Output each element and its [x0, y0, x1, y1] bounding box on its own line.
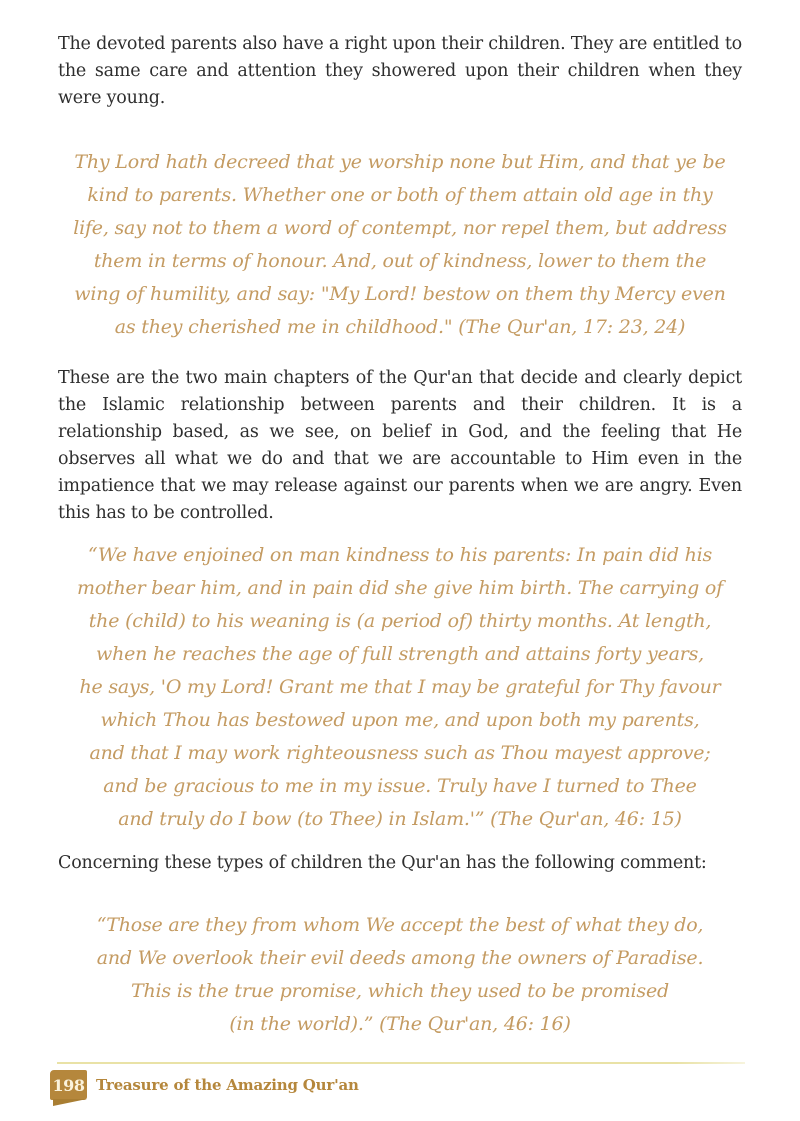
quote-line: kind to parents. Whether one or both of them attain old age in thy — [87, 184, 713, 206]
footer-divider — [57, 1062, 745, 1064]
paragraph-parents-right: The devoted parents also have a right upon their children. They are entitled to the same care and attention they showered upon their children when they were young. — [58, 34, 742, 108]
quote-line: wing of humility, and say: "My Lord! bestow on them thy Mercy even — [74, 283, 726, 305]
quote-line: which Thou has bestowed upon me, and upon both my parents, — [100, 709, 700, 731]
quote-line: he says, 'O my Lord! Grant me that I may be grateful for Thy favour — [79, 676, 721, 698]
quote-line: “We have enjoined on man kindness to his parents: In pain did his — [87, 544, 713, 566]
quran-quote-46-16 — [58, 909, 742, 1041]
quote-line: and We overlook their evil deeds among the owners of Paradise. — [96, 947, 704, 969]
quote-line: mother bear him, and in pain did she give him birth. The carrying of — [77, 577, 723, 599]
quran-quote-46-15 — [58, 539, 742, 836]
quote-line: as they cherished me in childhood." (The Qur'an, 17: 23, 24) — [114, 316, 686, 338]
quote-line: This is the true promise, which they used to be promised — [130, 980, 669, 1002]
quote-line: and be gracious to me in my issue. Truly have I turned to Thee — [103, 775, 697, 797]
page-content — [58, 31, 742, 1041]
quote-line: Thy Lord hath decreed that ye worship none but Him, and that ye be — [74, 151, 726, 173]
quote-line: (in the world).” (The Qur'an, 46: 16) — [229, 1013, 571, 1035]
quote-line: life, say not to them a word of contempt, nor repel them, but address — [73, 217, 727, 239]
quote-line: the (child) to his weaning is (a period of) thirty months. At length, — [88, 610, 712, 632]
footer-row — [50, 1070, 359, 1100]
page-number-badge — [50, 1070, 87, 1100]
quote-line: and that I may work righteousness such as Thou mayest approve; — [89, 742, 711, 764]
book-title: Treasure of the Amazing Qur'an — [96, 1076, 359, 1094]
quote-line: and truly do I bow (to Thee) in Islam.'” (The Qur'an, 46: 15) — [118, 808, 682, 830]
page-number: 198 — [52, 1075, 85, 1095]
paragraph-two-main-chapters: These are the two main chapters of the Qur'an that decide and clearly depict the Islamic relationship between parents and their children. It is a relationship based, as we see, on belief in God, and the feeling that He observes all what we do and that we are accountable to Him even in the impatience that we may release against our parents when we are angry. Even this has to be controlled. — [58, 368, 742, 523]
quote-line: “Those are they from whom We accept the best of what they do, — [96, 914, 704, 936]
quote-line: when he reaches the age of full strength and attains forty years, — [96, 643, 704, 665]
quran-quote-17-23-24 — [58, 146, 742, 344]
quote-line: them in terms of honour. And, out of kindness, lower to them the — [93, 250, 707, 272]
paragraph-concerning-children: Concerning these types of children the Qur'an has the following comment: — [58, 853, 707, 873]
